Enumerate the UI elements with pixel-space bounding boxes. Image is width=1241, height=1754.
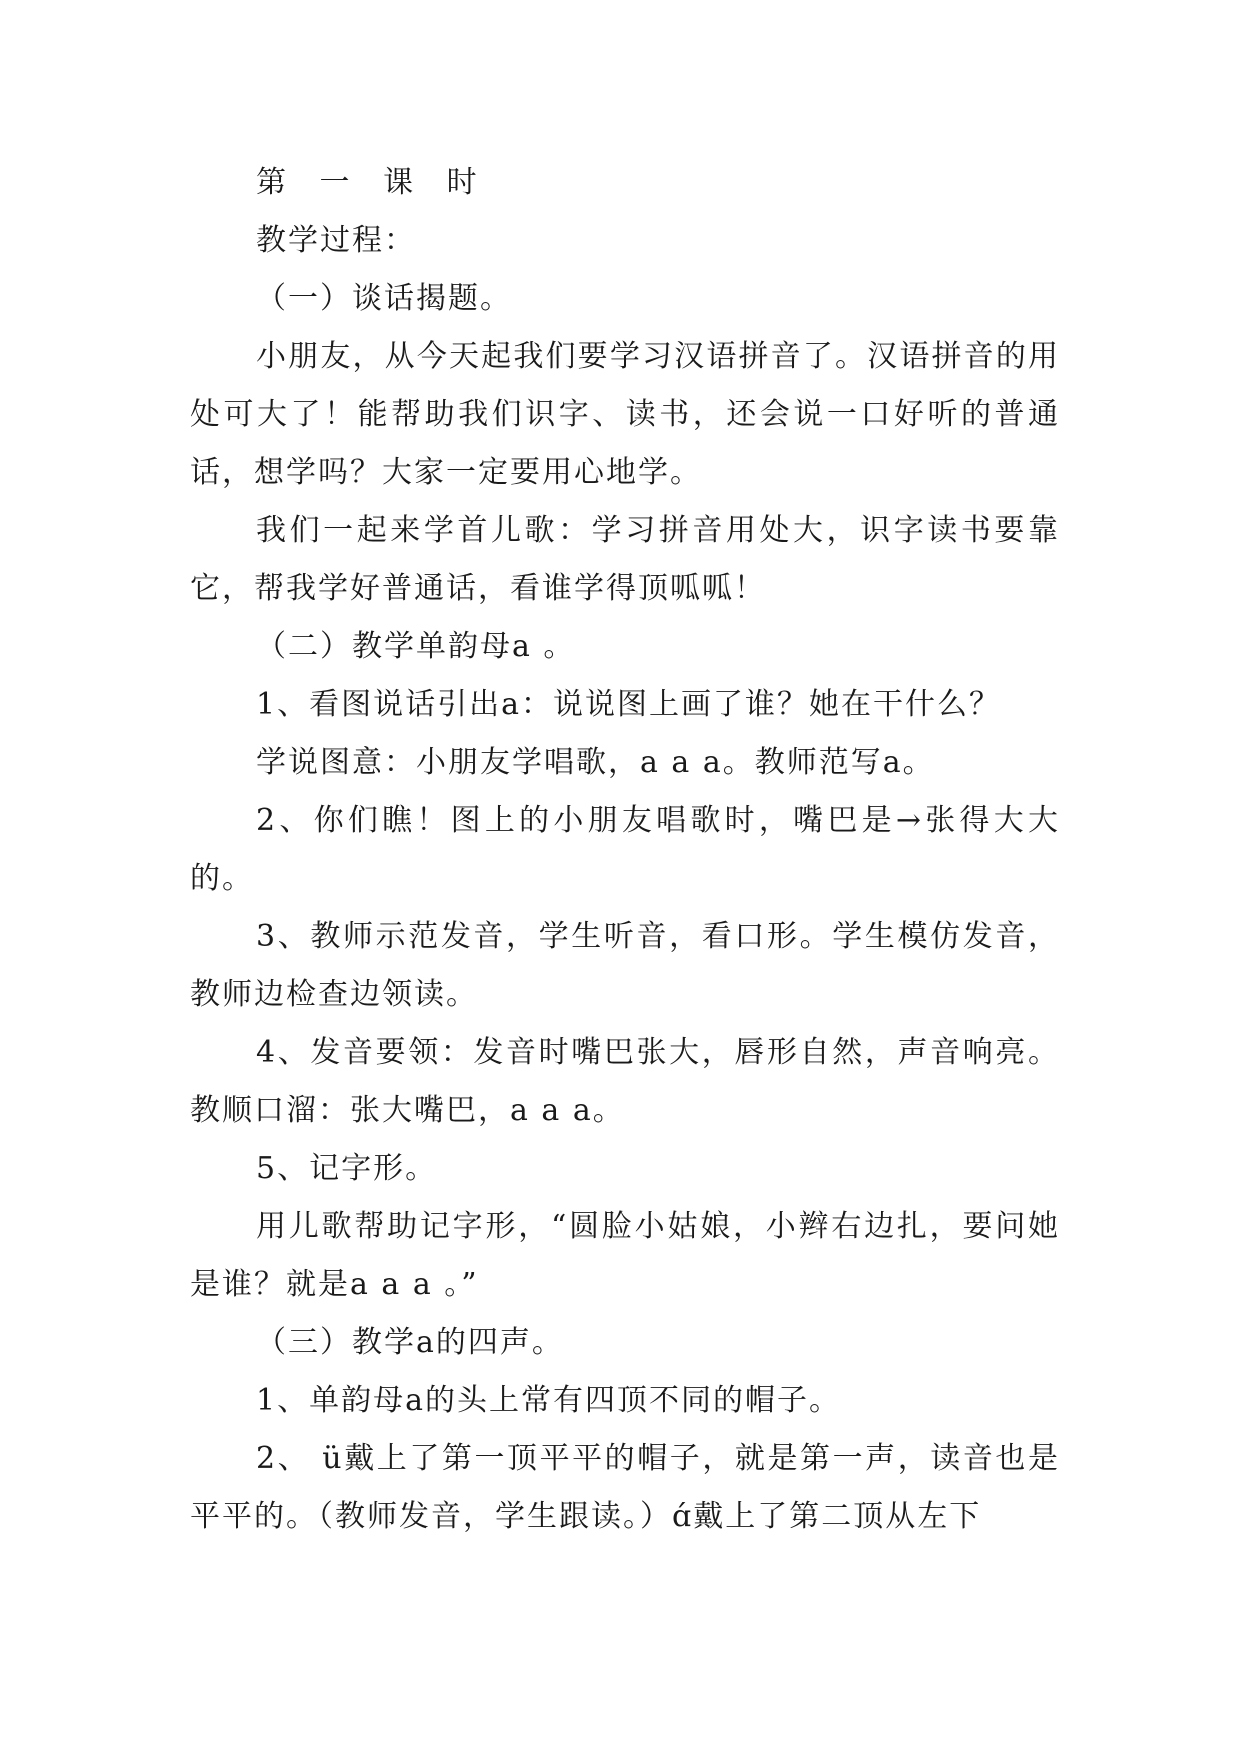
paragraph-step-5: 5、记字形。 <box>256 1151 438 1186</box>
paragraph-rhyme: 我们一起来学首儿歌：学习拼音用处大，识字读书要靠它，帮我学好普通话，看谁学得顶呱呱！ <box>190 513 1060 606</box>
paragraph-step-4: 4、发音要领：发音时嘴巴张大，唇形自然，声音响亮。教顺口溜：张大嘴巴，a a a。 <box>190 1035 1060 1128</box>
paragraph-describe: 学说图意：小朋友学唱歌，a a a。教师范写a。 <box>256 745 935 780</box>
document-body <box>190 154 1060 1546</box>
section-heading-3: （三）教学a的四声。 <box>256 1325 564 1360</box>
paragraph-intro: 小朋友，从今天起我们要学习汉语拼音了。汉语拼音的用处可大了！能帮助我们识字、读书，还会说一口好听的普通话，想学吗？大家一定要用心地学。 <box>190 339 1060 490</box>
paragraph-tone-2: 2、 ü戴上了第一顶平平的帽子，就是第一声，读音也是平平的。（教师发音，学生跟读。）ɑ́戴上了第二顶从左下 <box>190 1441 1060 1534</box>
lesson-heading: 第 一 课 时 <box>256 165 489 200</box>
paragraph-step-1: 1、看图说话引出a：说说图上画了谁？她在干什么？ <box>256 687 1001 722</box>
paragraph-step-2: 2、你们瞧！图上的小朋友唱歌时，嘴巴是→张得大大的。 <box>190 803 1060 896</box>
paragraph-step-3: 3、教师示范发音，学生听音，看口形。学生模仿发音，教师边检查边领读。 <box>190 919 1060 1012</box>
section-heading-1: （一）谈话揭题。 <box>256 281 512 316</box>
section-label-process: 教学过程： <box>256 223 416 258</box>
section-heading-2: （二）教学单韵母a 。 <box>256 629 576 664</box>
paragraph-tone-1: 1、单韵母a的头上常有四顶不同的帽子。 <box>256 1383 841 1418</box>
paragraph-shape-rhyme: 用儿歌帮助记字形，“圆脸小姑娘，小辫右边扎，要问她是谁？就是a a a 。” <box>190 1209 1060 1302</box>
